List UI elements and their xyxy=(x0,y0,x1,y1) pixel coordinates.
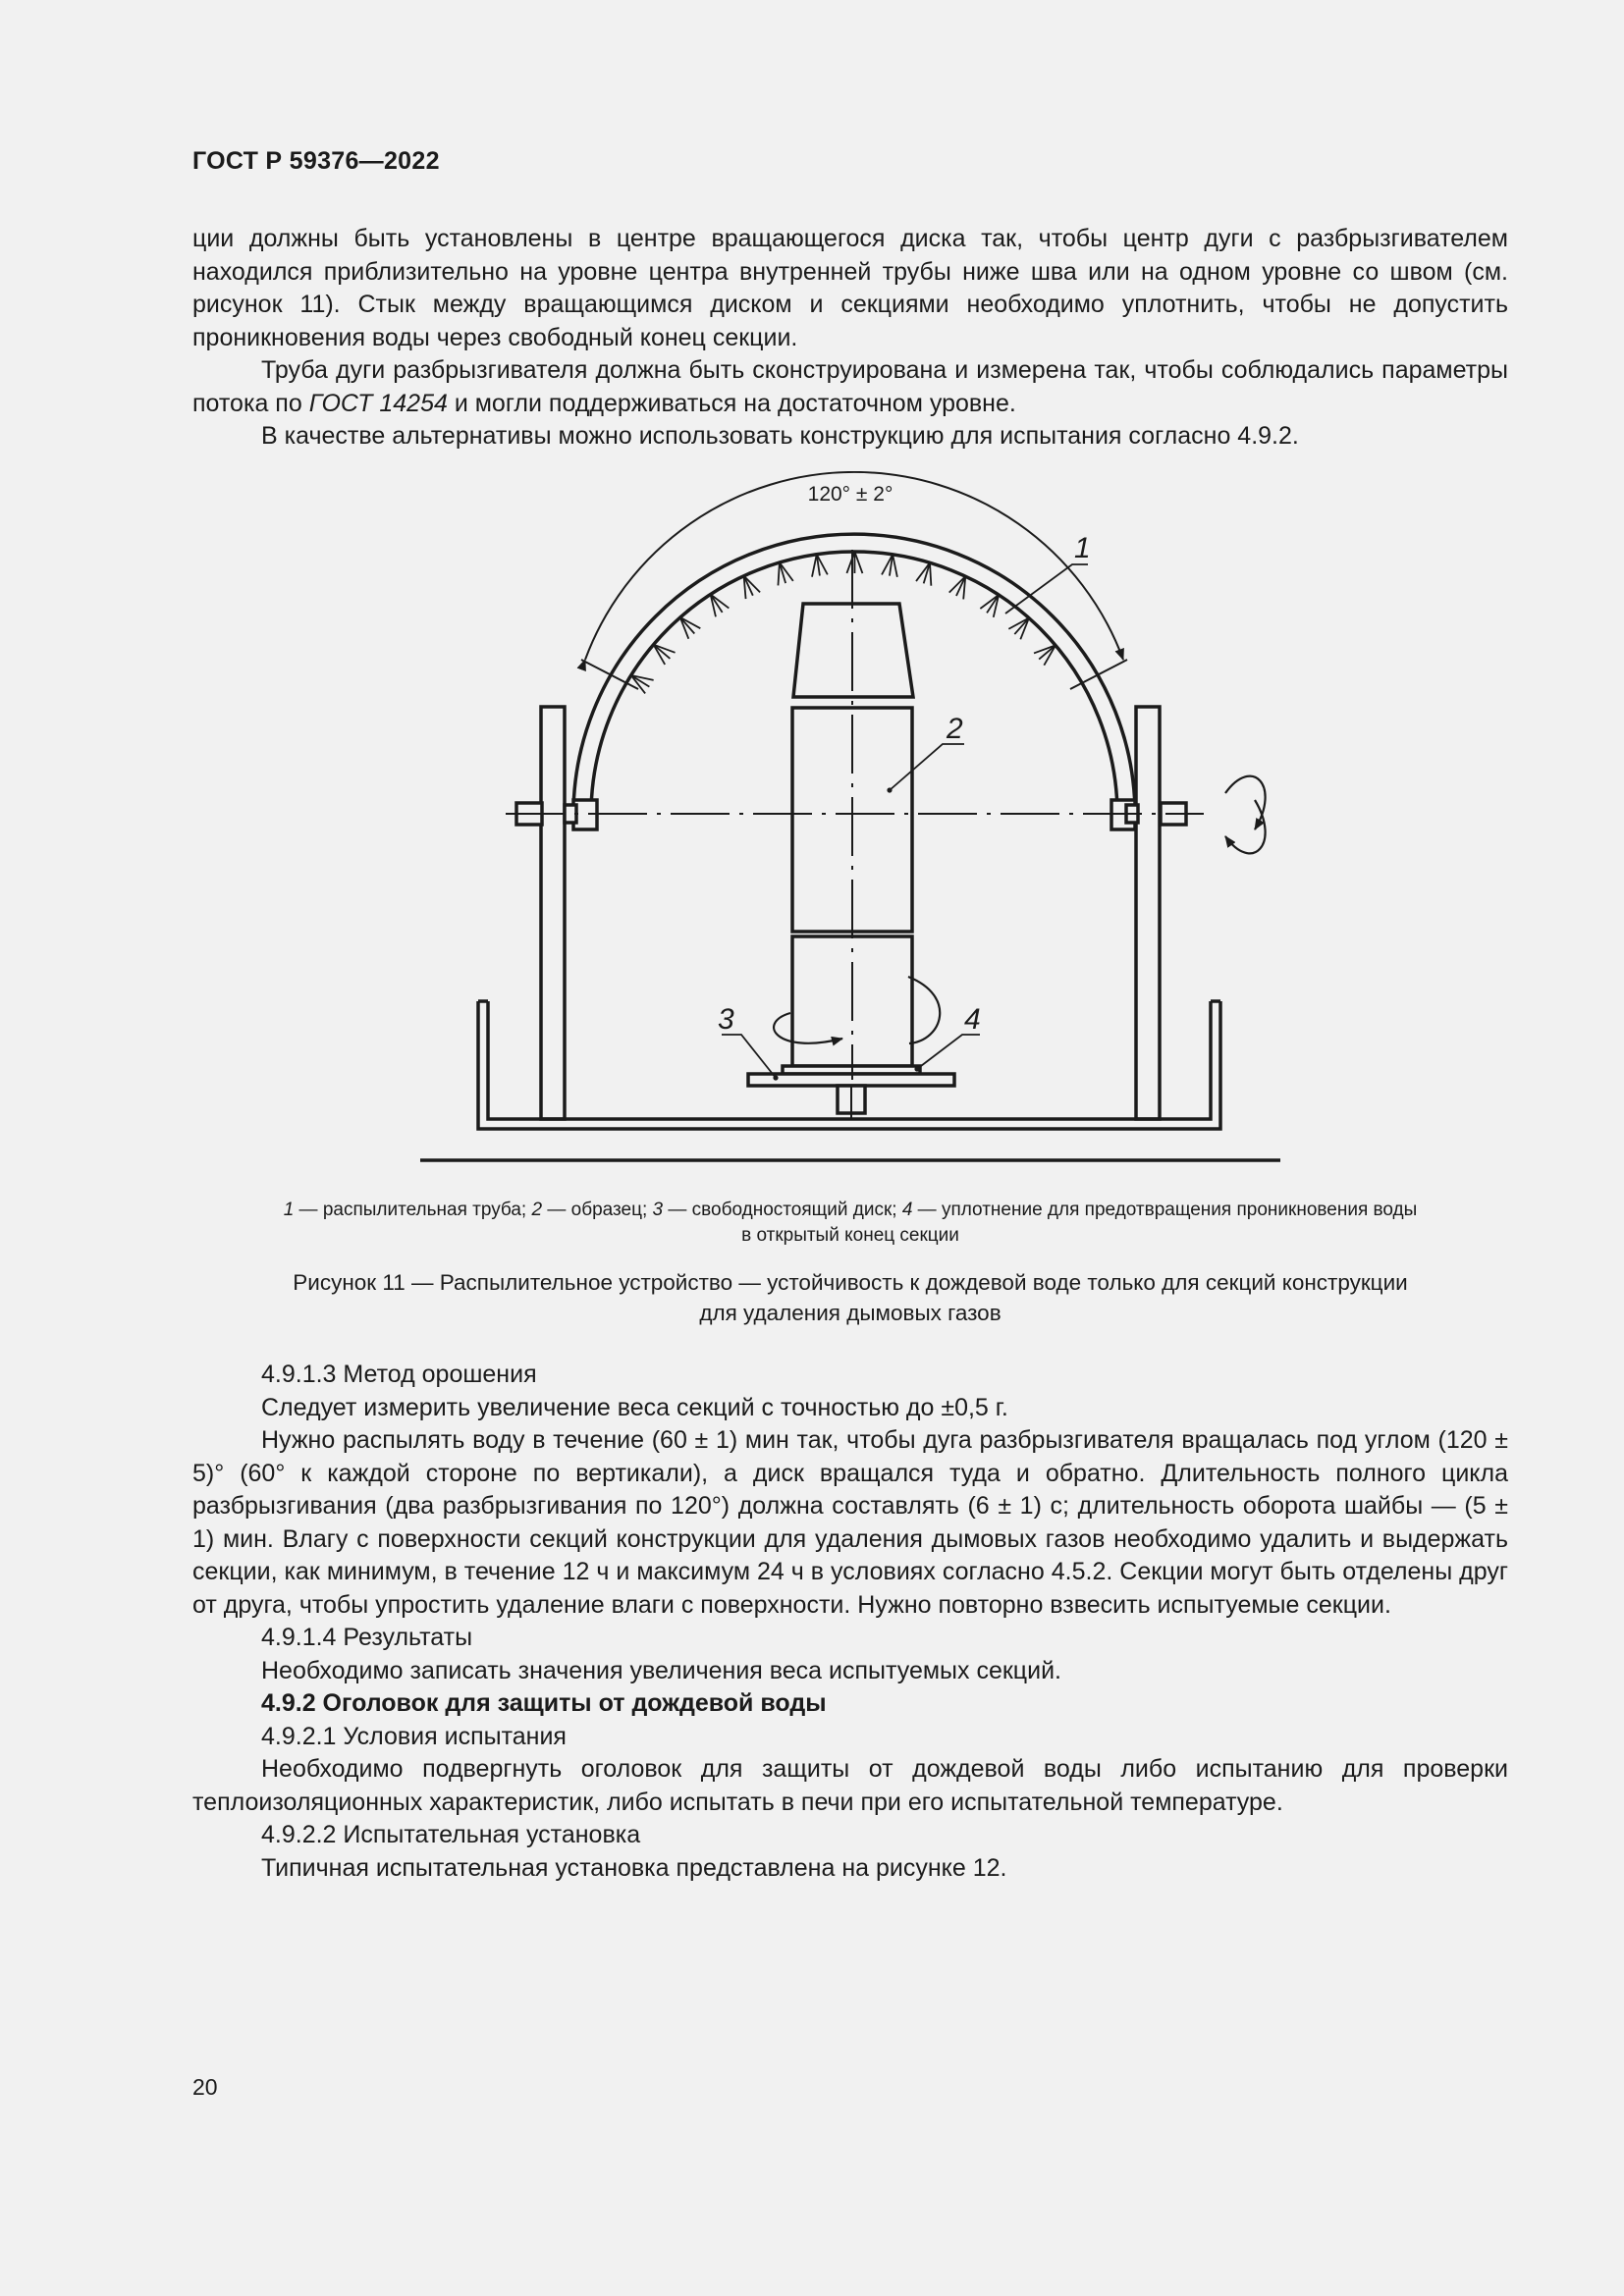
section-4913-title: 4.9.1.3 Метод орошения xyxy=(261,1361,537,1388)
angle-label: 120° ± 2° xyxy=(807,483,893,506)
legend-num: 4 xyxy=(901,1200,913,1220)
paragraph-spraying: Нужно распылять воду в течение (60 ± 1) мин так, чтобы дуга разбрызгивателя вращалась под углом (120 ± 5)° (60° к каждой стороне по вертикали), а диск вращался туда и обратно. Длительность полного цикла разбрызгивания (два разбрызгивания по 120°) должна составлять (6 ± 1) с; длительность оборота шайбы — (5 ± 1) мин. Влагу с поверхности секций конструкции для удаления дымовых газов необходимо удалить и выдержать секции, как минимум, в течение 12 ч и максимум 24 ч в условиях согласно 4.5.2. Секции могут быть отделены друг от друга, чтобы упростить удаление влаги с поверхности. Нужно повторно взвесить испытуемые секции. xyxy=(192,1426,1508,1619)
leader-3 xyxy=(722,1035,776,1078)
legend-line-1 xyxy=(192,1198,1508,1223)
leader-dot xyxy=(773,1075,778,1080)
intro-text-block xyxy=(192,223,1508,454)
callout-2: 2 xyxy=(947,713,963,745)
arc-rotation-arrow-bottom xyxy=(1225,800,1266,853)
legend-line-2: в открытый конец секции xyxy=(741,1225,959,1246)
section-text-block xyxy=(192,1359,1508,1885)
paragraph: Следует измерить увеличение веса секций с точностью до ±0,5 г. xyxy=(261,1393,1008,1421)
document-header: ГОСТ Р 59376—2022 xyxy=(192,147,440,175)
legend-text: — образец; xyxy=(542,1200,653,1220)
figure-11 xyxy=(0,471,1624,1188)
paragraph-alternative: В качестве альтернативы можно использовать конструкцию для испытания согласно 4.9.2. xyxy=(261,422,1299,450)
page-number: 20 xyxy=(192,2074,218,2100)
paragraph: Необходимо подвергнуть оголовок для защиты от дождевой воды либо испытанию для проверки теплоизоляционных характеристик, либо испытать в печи при его испытательной температуре. xyxy=(192,1755,1508,1816)
nozzle-spray-line xyxy=(778,562,779,585)
leader-dot xyxy=(914,1066,919,1071)
nozzle-spray-line xyxy=(812,555,817,577)
section-4922-title: 4.9.2.2 Испытательная установка xyxy=(261,1821,641,1848)
legend-num: 1 xyxy=(283,1200,295,1220)
nozzle-spray-line xyxy=(893,555,897,577)
figure-legend xyxy=(192,1198,1508,1249)
legend-text: — свободностоящий диск; xyxy=(663,1200,902,1220)
callout-1: 1 xyxy=(1074,532,1091,564)
paragraph-text: Труба дуги разбрызгивателя должна быть сконструирована и измерена так, чтобы соблюдались параметры потока по xyxy=(192,356,1508,417)
caption-line-1: Рисунок 11 — Распылительное устройство — устойчивость к дождевой воде только для секций конструкции xyxy=(293,1270,1408,1295)
legend-num: 3 xyxy=(652,1200,664,1220)
leader-dot xyxy=(887,787,892,792)
nozzle-spray-line xyxy=(930,562,931,585)
paragraph-continuation: ции должны быть установлены в центре вращающегося диска так, чтобы центр дуги с разбрызгивателем находился приблизительно на уровне центра внутренней трубы ниже шва или на одном уровне со швом (см. рисунок 11). Стык между вращающимся диском и секциями необходимо уплотнить, чтобы не допустить проникновения воды через свободный конец секции. xyxy=(192,225,1508,351)
nozzle-spray-line xyxy=(846,552,854,573)
nozzle-spray-line xyxy=(854,552,862,573)
caption-line-2: для удаления дымовых газов xyxy=(699,1301,1001,1325)
paragraph: Необходимо записать значения увеличения веса испытуемых секций. xyxy=(261,1656,1061,1684)
section-492-title xyxy=(192,1687,1508,1721)
paragraph-sprinkler-pipe xyxy=(192,354,1508,420)
legend-text: — уплотнение для предотвращения проникновения воды xyxy=(912,1200,1418,1220)
nozzle-spray-line xyxy=(949,576,966,593)
leader-4 xyxy=(917,1035,980,1069)
legend-text: — распылительная труба; xyxy=(294,1200,532,1220)
nozzle-spray-line xyxy=(1014,618,1029,634)
nozzle-spray-line xyxy=(744,576,760,593)
paragraph: Типичная испытательная установка представлена на рисунке 12. xyxy=(261,1853,1007,1882)
standard-reference: ГОСТ 14254 xyxy=(308,389,448,417)
paragraph-text: и могли поддерживаться на достаточном уровне. xyxy=(447,389,1016,417)
legend-num: 2 xyxy=(531,1200,543,1220)
leader-1 xyxy=(1005,564,1088,614)
left-post xyxy=(541,707,565,1119)
section-4914-title: 4.9.1.4 Результаты xyxy=(261,1624,473,1651)
figure-caption xyxy=(192,1267,1508,1328)
arc-rotation-arrow-top xyxy=(1225,776,1266,829)
section-heading: 4.9.2 Оголовок для защиты от дождевой воды xyxy=(261,1689,827,1717)
right-post xyxy=(1136,707,1160,1119)
callout-4: 4 xyxy=(964,1003,981,1036)
nozzle-spray-line xyxy=(680,617,695,634)
sprinkler-device-drawing xyxy=(0,471,1624,1188)
section-4921-title: 4.9.2.1 Условия испытания xyxy=(261,1722,567,1750)
callout-3: 3 xyxy=(718,1003,734,1036)
nozzle-spray-line xyxy=(654,645,671,659)
